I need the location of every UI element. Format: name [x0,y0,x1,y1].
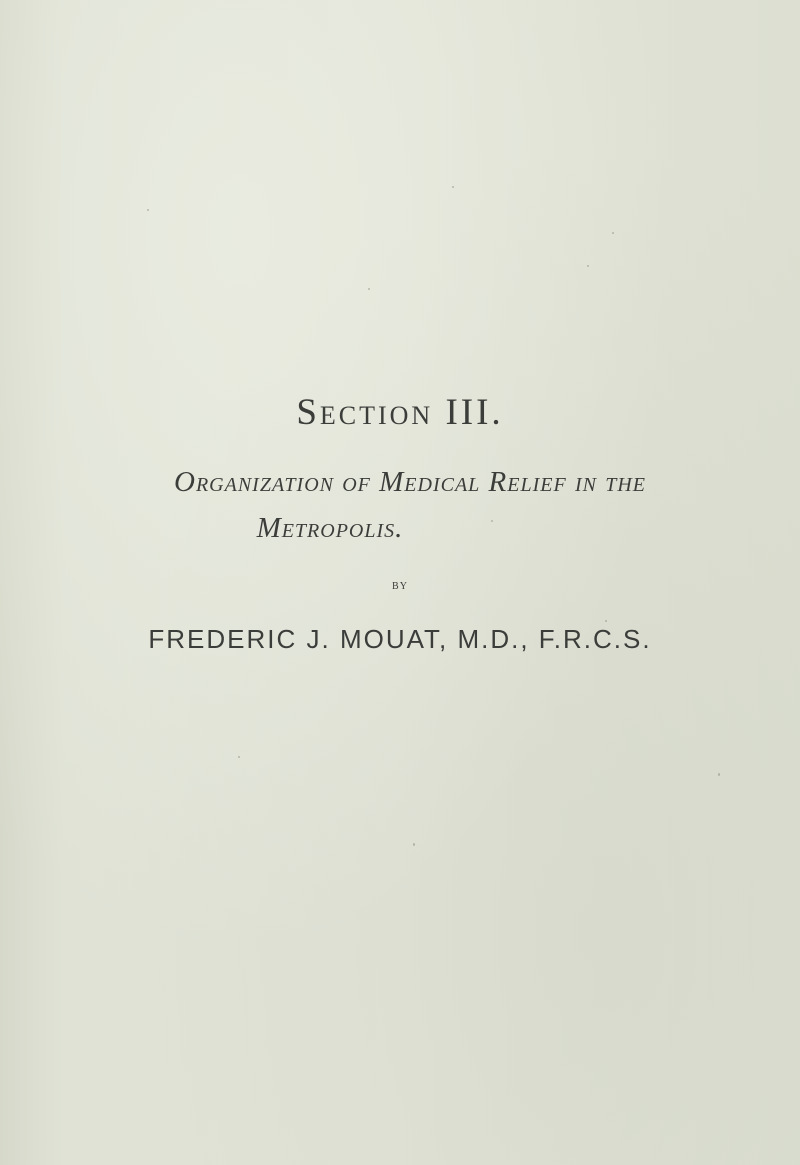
paper-speck [147,209,149,211]
author-name: FREDERIC J. MOUAT, M.D., F.R.C.S. [148,624,652,654]
paper-speck [612,232,614,234]
chapter-title-line-2: Metropolis. [256,512,404,544]
by-label: BY [392,581,408,592]
paper-speck [413,843,415,846]
paper-speck [238,756,240,758]
paper-speck [491,520,493,522]
chapter-title [60,462,760,548]
paper-speck [368,288,370,290]
section-heading: Section III. [296,392,504,433]
paper-speck [587,265,589,267]
chapter-title-line-1: Organization of Medical Relief in the [174,466,646,498]
paper-speck [718,773,720,776]
paper-speck [605,620,607,622]
paper-speck [452,186,454,188]
